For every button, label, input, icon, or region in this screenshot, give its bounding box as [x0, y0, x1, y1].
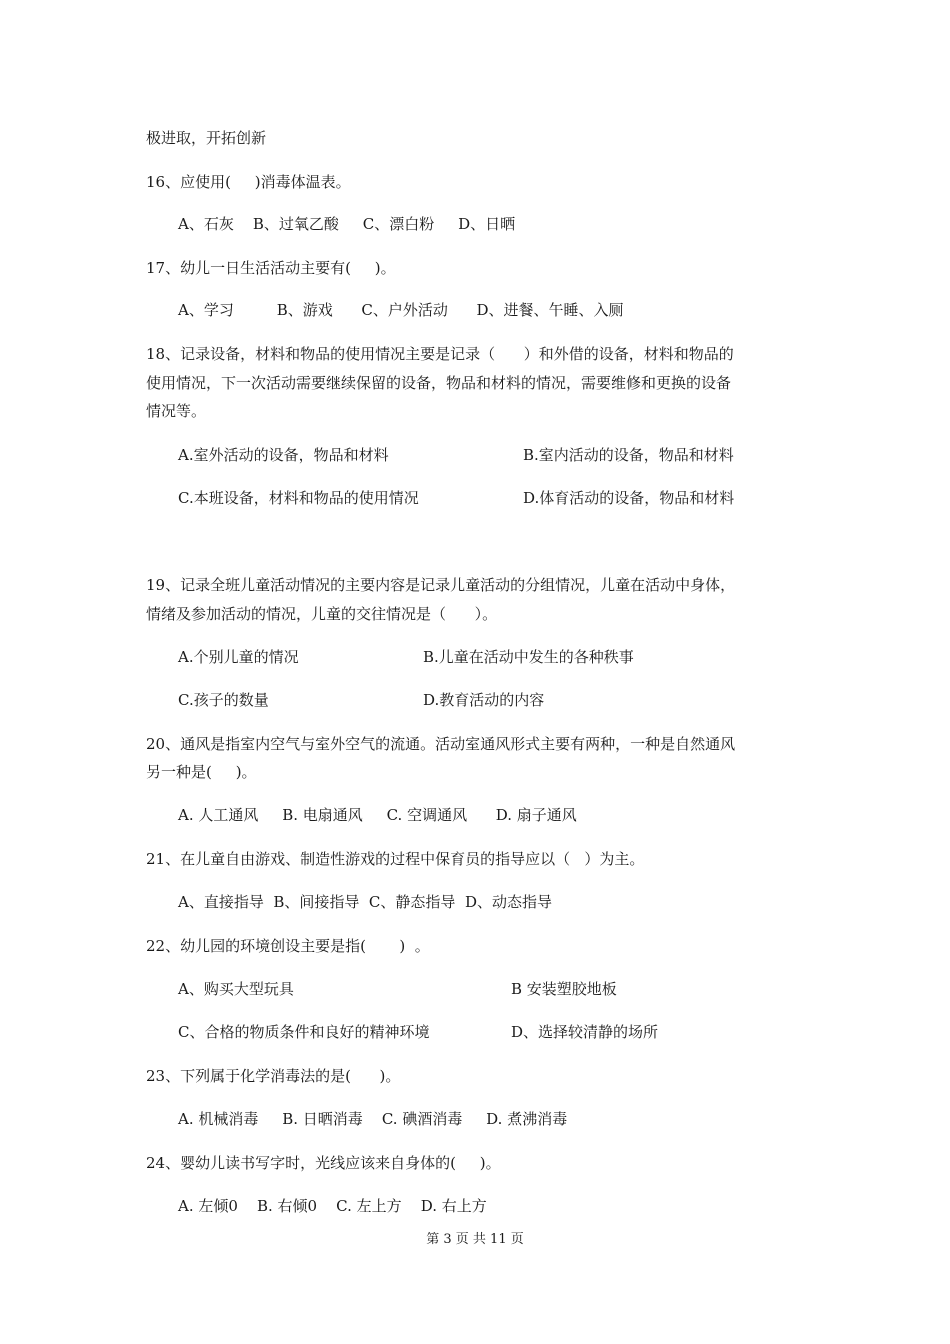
question-17: 17、幼儿一日生活活动主要有( )。: [146, 259, 396, 277]
options-20: A. 人工通风 B. 电扇通风 C. 空调通风 D. 扇子通风: [178, 806, 577, 824]
option-18-b: B.室内活动的设备，物品和材料: [523, 446, 734, 464]
option-22-b: B 安装塑胶地板: [511, 980, 617, 998]
text-line: 极进取，开拓创新: [146, 129, 267, 147]
question-23: 23、下列属于化学消毒法的是( )。: [146, 1067, 401, 1085]
option-22-d: D、选择较清静的场所: [511, 1023, 659, 1041]
question-18-line-1: 18、记录设备，材料和物品的使用情况主要是记录（ ）和外借的设备，材料和物品的: [146, 345, 734, 363]
option-18-d: D.体育活动的设备，物品和材料: [523, 489, 735, 507]
question-20-line-2: 另一种是( )。: [146, 763, 257, 781]
option-18-c: C.本班设备，材料和物品的使用情况: [178, 489, 419, 507]
options-23: A. 机械消毒 B. 日晒消毒 C. 碘酒消毒 D. 煮沸消毒: [178, 1110, 568, 1128]
options-17: A、学习 B、游戏 C、户外活动 D、进餐、午睡、入厕: [178, 301, 624, 319]
question-20-line-1: 20、通风是指室内空气与室外空气的流通。活动室通风形式主要有两种，一种是自然通风: [146, 735, 736, 753]
page-footer: 第 3 页 共 11 页: [426, 1232, 524, 1247]
question-24: 24、婴幼儿读书写字时，光线应该来自身体的( )。: [146, 1154, 501, 1172]
question-19-line-1: 19、记录全班儿童活动情况的主要内容是记录儿童活动的分组情况，儿童在活动中身体，: [146, 576, 736, 594]
options-24: A. 左倾0 B. 右倾0 C. 左上方 D. 右上方: [178, 1197, 487, 1215]
question-22: 22、幼儿园的环境创设主要是指( ) 。: [146, 937, 430, 955]
question-16: 16、应使用( )消毒体温表。: [146, 173, 351, 191]
option-19-b: B.儿童在活动中发生的各种秩事: [423, 648, 634, 666]
question-19-line-2: 情绪及参加活动的情况，儿童的交往情况是（ ）。: [146, 605, 498, 623]
option-19-a: A.个别儿童的情况: [178, 648, 299, 666]
question-18-line-3: 情况等。: [146, 402, 207, 420]
option-19-c: C.孩子的数量: [178, 691, 269, 709]
question-18-line-2: 使用情况，下一次活动需要继续保留的设备，物品和材料的情况，需要维修和更换的设备: [146, 374, 732, 392]
options-16: A、石灰 B、过氧乙酸 C、漂白粉 D、日晒: [178, 215, 516, 233]
option-19-d: D.教育活动的内容: [423, 691, 545, 709]
option-22-c: C、合格的物质条件和良好的精神环境: [178, 1023, 430, 1041]
option-18-a: A.室外活动的设备，物品和材料: [178, 446, 389, 464]
question-21: 21、在儿童自由游戏、制造性游戏的过程中保育员的指导应以（ ）为主。: [146, 850, 645, 868]
option-22-a: A、购买大型玩具: [178, 980, 294, 998]
options-21: A、直接指导 B、间接指导 C、静态指导 D、动态指导: [178, 893, 552, 911]
